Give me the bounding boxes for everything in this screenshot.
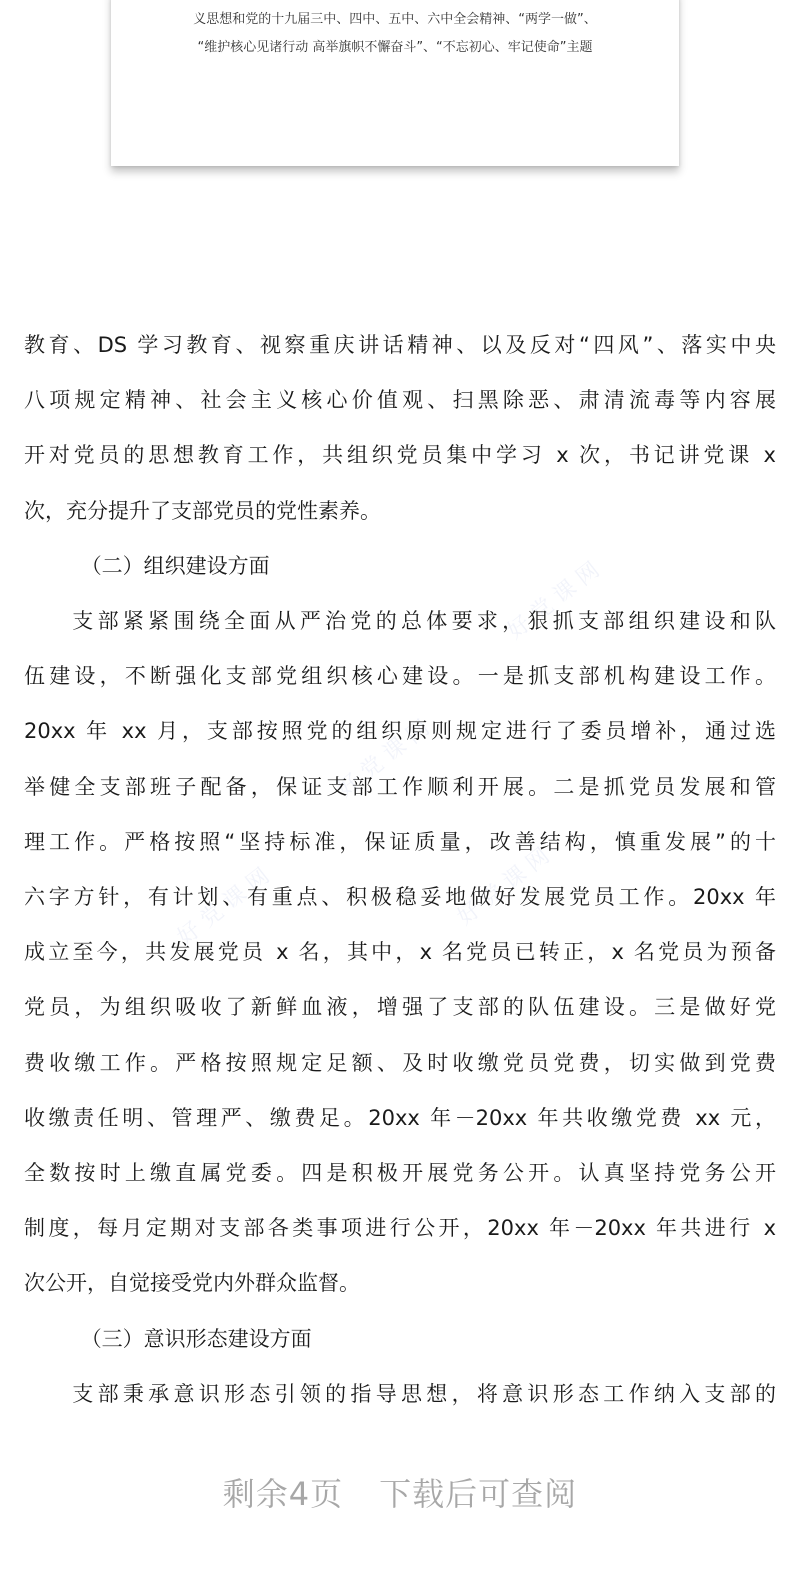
paragraph-1 xyxy=(24,318,776,539)
download-hint-label: 下载后可查阅 xyxy=(379,1475,578,1513)
download-prompt[interactable] xyxy=(0,1460,800,1524)
text-line: 支部紧紧围绕全面从严治党的总体要求，狠抓支部组织建设和队 xyxy=(72,609,776,634)
text-line: 次，充分提升了支部党员的党性素养。 xyxy=(24,498,381,523)
text-line: 开对党员的思想教育工作，共组织党员集中学习 x 次，书记讲党课 x xyxy=(24,443,776,468)
section-heading-2: （二）组织建设方面 xyxy=(80,553,270,578)
remaining-pages-label: 剩余4页 xyxy=(222,1475,344,1513)
preview-line-2: “维护核心见诸行动 高举旗帜不懈奋斗”、“不忘初心、牢记使命”主题 xyxy=(197,40,593,55)
preview-line-1: 义思想和党的十九届三中、四中、五中、六中全会精神、“两学一做”、 xyxy=(193,12,597,27)
text-line: 六字方针，有计划、有重点、积极稳妥地做好发展党员工作。20xx 年 xyxy=(24,885,776,910)
text-line: 举健全支部班子配备，保证支部工作顺利开展。二是抓党员发展和管 xyxy=(24,774,776,799)
watermark: 好 党 课 网 xyxy=(453,843,555,931)
paragraph-2 xyxy=(24,594,776,1312)
text-line: 支部秉承意识形态引领的指导思想，将意识形态工作纳入支部的 xyxy=(72,1381,776,1406)
text-line: 伍建设，不断强化支部党组织核心建设。一是抓支部机构建设工作。 xyxy=(24,664,776,689)
text-line: 全数按时上缴直属党委。四是积极开展党务公开。认真坚持党务公开 xyxy=(24,1161,776,1186)
paragraph-3 xyxy=(24,1367,776,1422)
text-line: 费收缴工作。严格按照规定足额、及时收缴党员党费，切实做到党费 xyxy=(24,1050,776,1075)
text-line: 成立至今，共发展党员 x 名，其中，x 名党员已转正，x 名党员为预备 xyxy=(24,940,776,965)
watermark: 好 党 课 网 xyxy=(503,557,605,645)
watermark: 好 党 课 网 xyxy=(173,863,275,951)
text-line: 20xx 年 xx 月，支部按照党的组织原则规定进行了委员增补，通过选 xyxy=(24,719,776,744)
text-line: 次公开，自觉接受党内外群众监督。 xyxy=(24,1271,360,1296)
document-preview-card xyxy=(111,0,679,166)
text-line: 党员，为组织吸收了新鲜血液，增强了支部的队伍建设。三是做好党 xyxy=(24,995,776,1020)
text-line: 理工作。严格按照“坚持标准，保证质量，改善结构，慎重发展”的十 xyxy=(24,829,776,854)
watermark: 好 党 课 网 xyxy=(333,715,435,803)
text-line: 八项规定精神、社会主义核心价值观、扫黑除恶、肃清流毒等内容展 xyxy=(24,388,776,413)
text-line: 教育、DS 学习教育、视察重庆讲话精神、以及反对“四风”、落实中央 xyxy=(24,333,776,357)
text-line: 制度，每月定期对支部各类事项进行公开，20xx 年－20xx 年共进行 x xyxy=(24,1216,776,1241)
section-heading-3: （三）意识形态建设方面 xyxy=(80,1326,312,1351)
document-body xyxy=(24,318,776,1422)
text-line: 收缴责任明、管理严、缴费足。20xx 年－20xx 年共收缴党费 xx 元， xyxy=(24,1105,776,1130)
